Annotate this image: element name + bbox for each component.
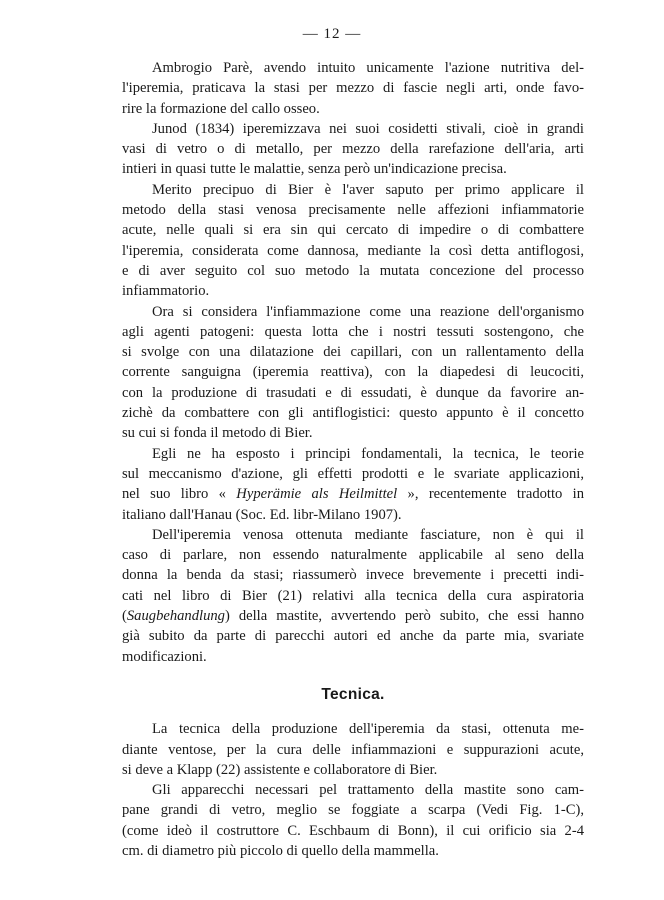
paragraph-infiammazione — [122, 302, 584, 444]
text-span: ) della mastite, avvertendo però subito, che essi hanno — [224, 608, 584, 625]
text-line: corrente sanguigna (iperemia reattiva), con la diapedesi di leucociti, — [122, 364, 584, 381]
text-line: agli agenti patogeni: questa lotta che i nostri tessuti sostengono, che — [122, 323, 584, 340]
text-line: La tecnica della produzione dell'iperemia da stasi, ottenuta me- — [152, 721, 584, 738]
text-line: caso di parlare, non essendo naturalmente applicabile al seno della — [122, 547, 584, 564]
text-span: ( — [122, 608, 127, 625]
text-line-book-title — [122, 484, 584, 504]
text-line: Dell'iperemia venosa ottenuta mediante fasciature, non è qui il — [152, 526, 584, 543]
page-number: — 12 — — [302, 26, 362, 42]
paragraph-merito-bier — [122, 180, 584, 302]
text-line: l'iperemia, considerata come dannosa, mediante la così detta antiflogosi, — [122, 242, 584, 259]
text-line: infiammatorio. — [122, 283, 210, 300]
text-line: con la produzione di trasudati e di essudati, è dunque da favorire an- — [122, 384, 584, 401]
paragraph-pare — [122, 58, 584, 119]
text-line: cati nel libro di Bier (21) relativi alla tecnica della cura aspiratoria — [122, 587, 584, 604]
technical-term: Saugbehandlung — [126, 608, 225, 625]
text-line: si deve a Klapp (22) assistente e collaboratore di Bier. — [122, 761, 438, 778]
paragraph-apparecchi — [122, 780, 584, 861]
paragraph-iperemia-venosa — [122, 525, 584, 667]
paragraph-hyperamie — [122, 444, 584, 525]
text-line-saugbehandlung — [122, 606, 584, 626]
text-span: », recentemente tradotto in — [397, 486, 585, 503]
text-line: acute, nelle quali si era sin qui cercato di impedire o di combattere — [122, 222, 584, 239]
text-line: e di aver seguito col suo metodo la mutata concezione del processo — [122, 262, 584, 279]
section-heading: Tecnica. — [321, 685, 385, 703]
text-line: Egli ne ha esposto i principi fondamentali, la tecnica, le teorie — [152, 445, 584, 462]
text-line: pane grandi di vetro, meglio se foggiate a scarpa (Vedi Fig. 1-C), — [122, 802, 584, 819]
text-line: Junod (1834) iperemizzava nei suoi cosidetti stivali, cioè in grandi — [152, 120, 584, 137]
text-line: l'iperemia, praticava la stasi per mezzo di fascie negli arti, onde favo- — [122, 80, 584, 97]
text-line: zichè da combattere con gli antiflogistici: questo appunto è il concetto — [122, 405, 584, 422]
text-line: si svolge con una dilatazione dei capillari, con un rallentamento della — [122, 344, 584, 361]
text-line: metodo della stasi venosa precisamente nelle affezioni infiammatorie — [122, 202, 584, 219]
text-line: donna la benda da stasi; riassumerò invece brevemente i precetti indi- — [122, 567, 584, 584]
paragraph-tecnica — [122, 719, 584, 780]
text-line: su cui si fonda il metodo di Bier. — [122, 425, 313, 442]
text-line: Merito precipuo di Bier è l'aver saputo per primo applicare il — [152, 181, 584, 198]
text-line: italiano dall'Hanau (Soc. Ed. libr-Milano 1907). — [122, 506, 402, 523]
text-line: diante ventose, per la cura delle infiammazioni e suppurazioni acute, — [122, 741, 584, 758]
book-title: Hyperämie als Heilmittel — [236, 486, 398, 503]
text-line: modificazioni. — [122, 648, 207, 665]
text-line: intieri in quasi tutte le malattie, senza però un'indicazione precisa. — [122, 161, 507, 178]
text-span: nel suo libro « — [122, 486, 237, 503]
text-line: rire la formazione del callo osseo. — [122, 100, 320, 117]
text-line: Ambrogio Parè, avendo intuito unicamente l'azione nutritiva del- — [152, 60, 584, 76]
text-line: Ora si considera l'infiammazione come una reazione dell'organismo — [152, 303, 584, 320]
paragraph-junod — [122, 119, 584, 180]
text-line: vasi di vetro o di metallo, per mezzo della rarefazione dell'aria, arti — [122, 141, 584, 158]
text-line: Gli apparecchi necessari pel trattamento della mastite sono cam- — [152, 782, 584, 799]
text-line: sul meccanismo d'azione, gli effetti prodotti e le svariate applicazioni, — [122, 465, 584, 482]
body-text — [122, 58, 584, 861]
text-line: già subito da parte di parecchi autori ed anche da parte mia, svariate — [122, 628, 584, 645]
text-line: cm. di diametro più piccolo di quello della mammella. — [122, 842, 439, 859]
text-line: (come ideò il costruttore C. Eschbaum di Bonn), il cui orificio sia 2-4 — [122, 822, 584, 839]
